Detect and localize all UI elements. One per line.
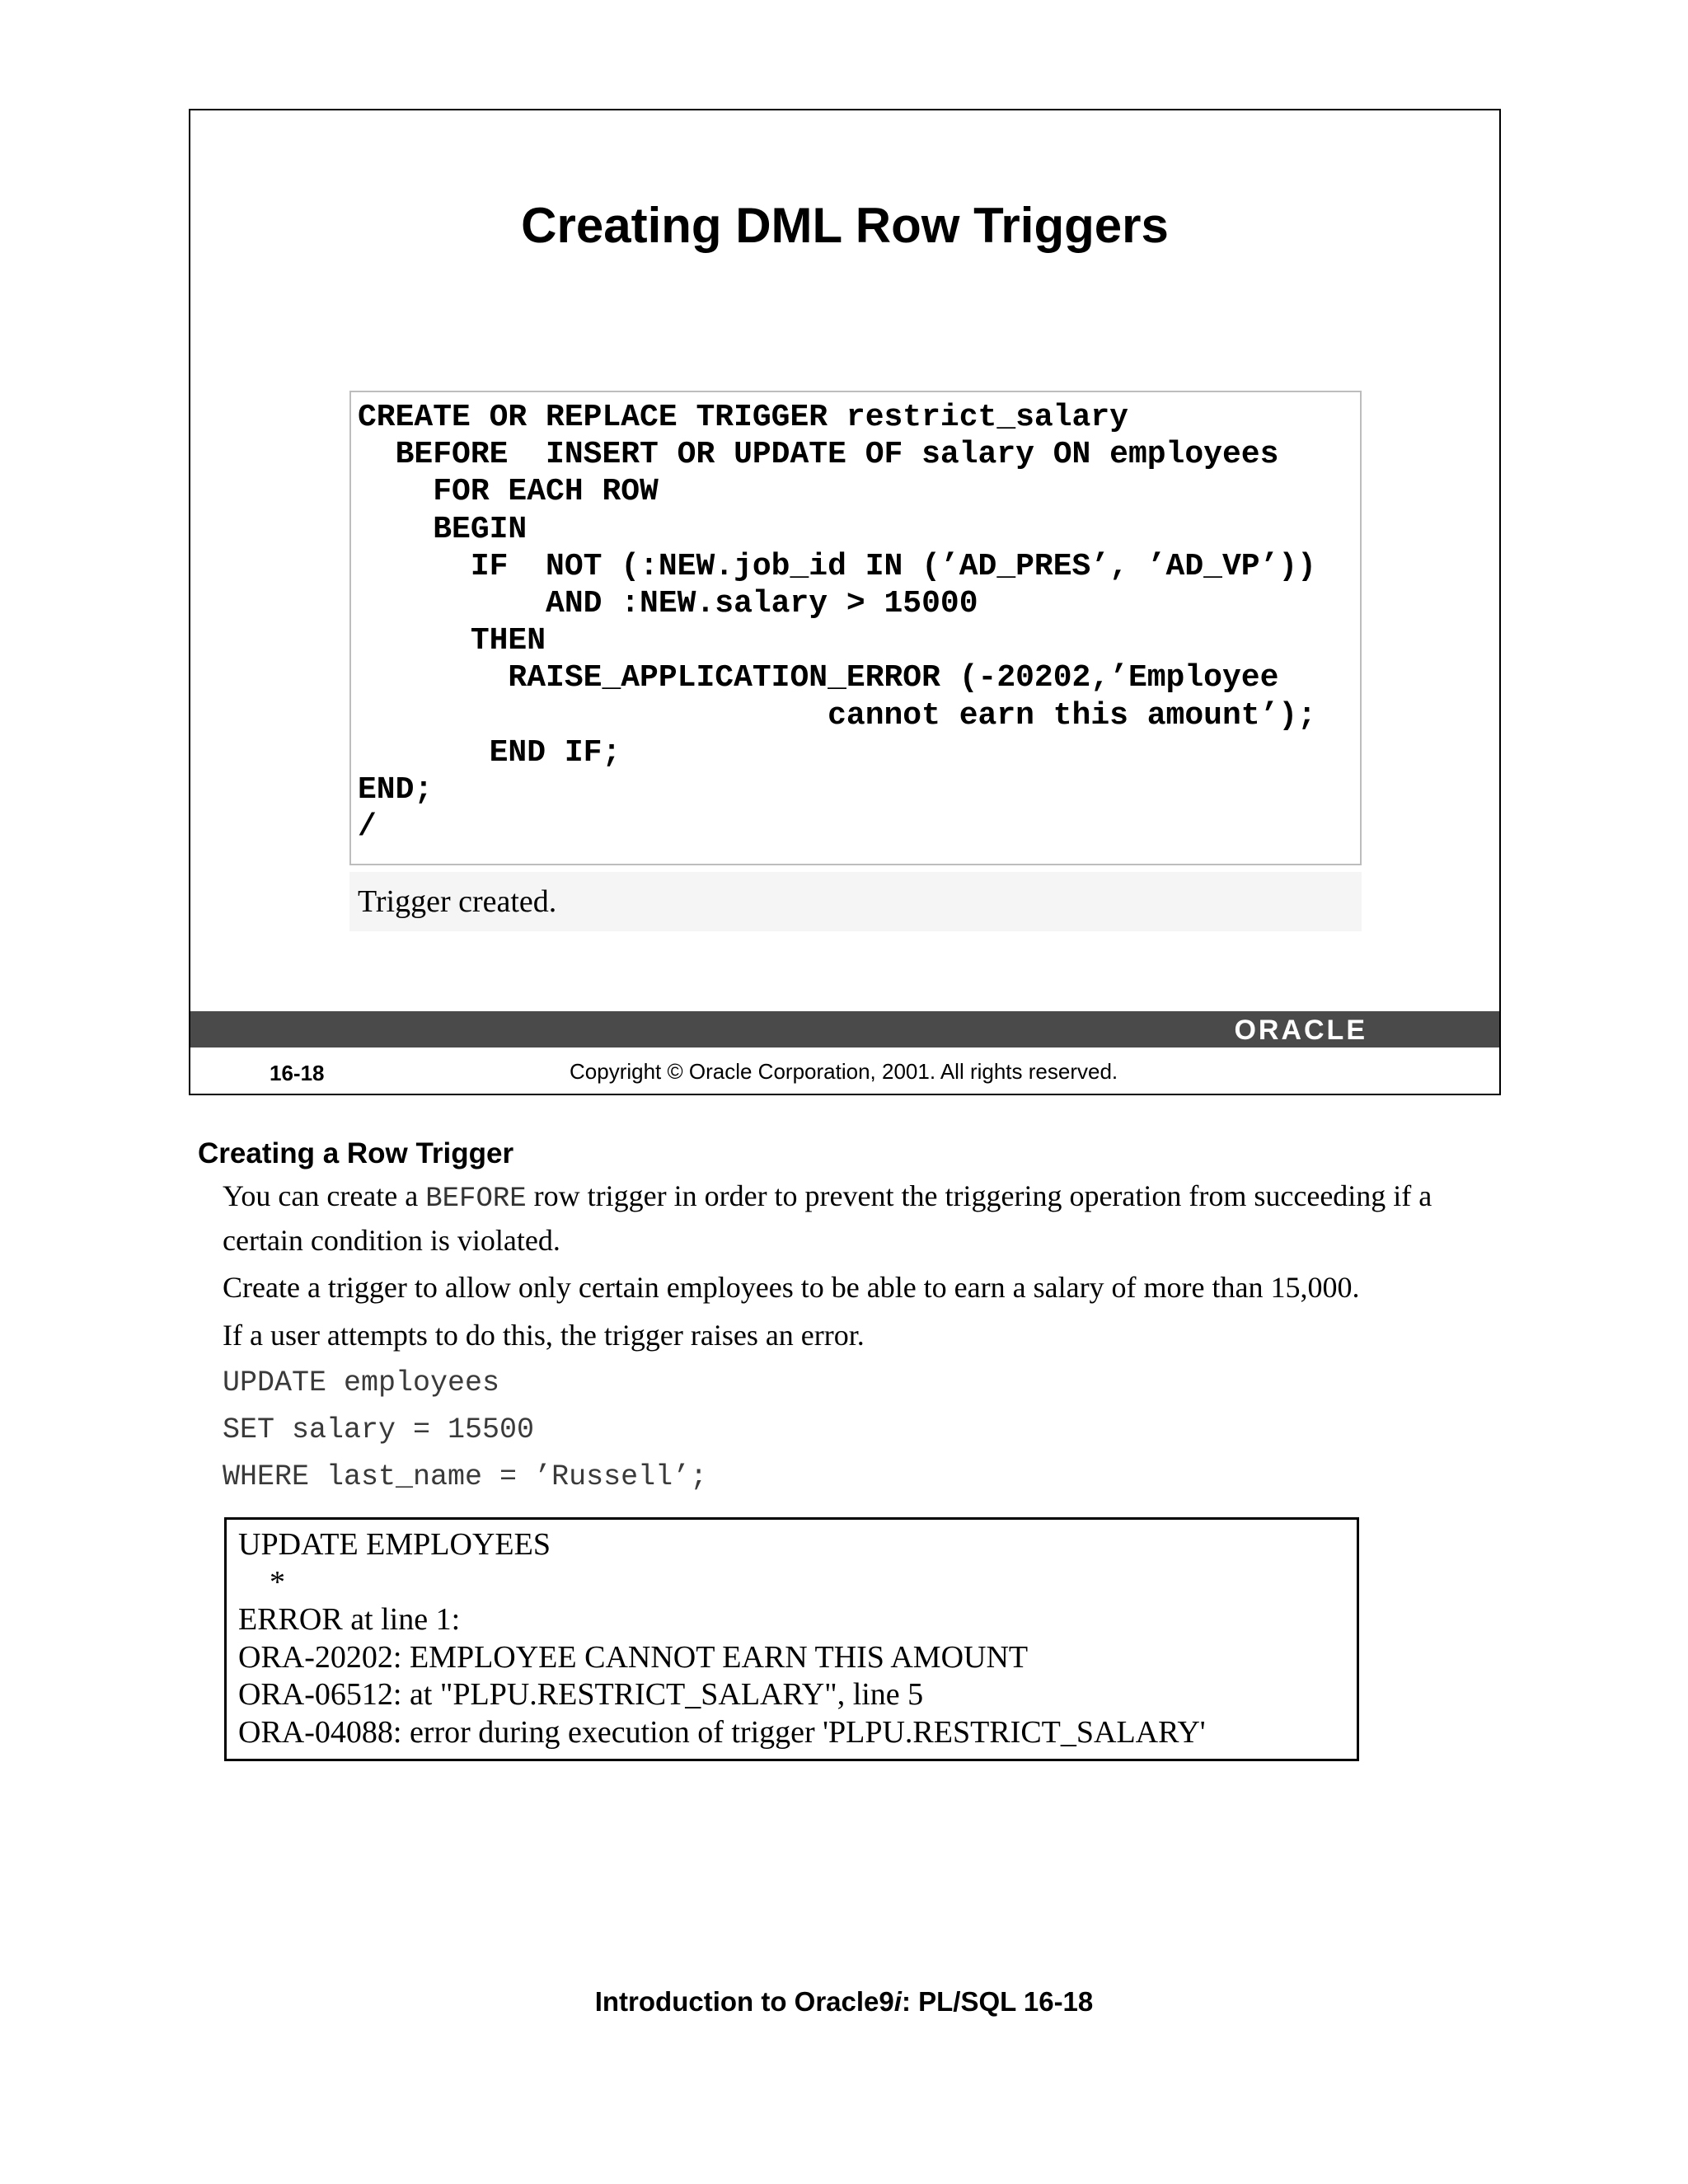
slide-frame [189,109,1501,1095]
slide-footer [190,1047,1499,1095]
paragraph-create: Create a trigger to allow only certain employees to be able to earn a salary of more than 15,000. [223,1271,1360,1304]
inline-code-before: BEFORE [425,1183,527,1215]
result-text: Trigger created. [358,884,557,919]
oracle-logo: ORACLE [1234,1015,1367,1046]
paragraph-intro [223,1175,1508,1261]
error-output-box [224,1517,1359,1761]
paragraph-intro-end: row trigger in order to prevent the triggering operation from succeeding if a certain condition is violated. [223,1179,1432,1257]
code-line-2: SET salary = 15500 [223,1413,535,1446]
paragraph-error: If a user attempts to do this, the trigger raises an error. [223,1319,865,1352]
slide-number: 16-18 [270,1061,325,1085]
paragraph-intro-start: You can create a [223,1179,426,1212]
trigger-code-box [349,391,1362,865]
footer-italic: i [893,1986,902,2017]
section-heading: Creating a Row Trigger [198,1137,514,1169]
error-output: UPDATE EMPLOYEES * ERROR at line 1: ORA-20202: EMPLOYEE CANNOT EARN THIS AMOUNT ORA-06512: at "PLPU.RESTRICT_SALARY", line 5 ORA-04088: error during execution of trigger 'PLPU.RESTRICT_SALARY' [238,1527,1206,1750]
footer-prefix: Introduction to Oracle9 [594,1986,894,2017]
trigger-code: CREATE OR REPLACE TRIGGER restrict_salary BEFORE INSERT OR UPDATE OF salary ON employees FOR EACH ROW BEGIN IF NOT (:NEW.job_id IN (’AD_PRES’, ’AD_VP’)) AND :NEW.salary > 15000 THEN RAISE_APPLICATION_ERROR (-20202,’Employee cannot earn this amount’); END IF; END; / [358,400,1316,846]
footer-suffix: : PL/SQL 16-18 [901,1986,1094,2017]
copyright-notice: Copyright © Oracle Corporation, 2001. All rights reserved. [570,1059,1118,1084]
oracle-bar [190,1011,1499,1047]
page-footer [0,1986,1688,2018]
result-box [349,872,1362,931]
code-line-3: WHERE last_name = ’Russell’; [223,1460,708,1493]
code-line-1: UPDATE employees [223,1366,500,1399]
slide-title: Creating DML Row Triggers [521,198,1169,253]
